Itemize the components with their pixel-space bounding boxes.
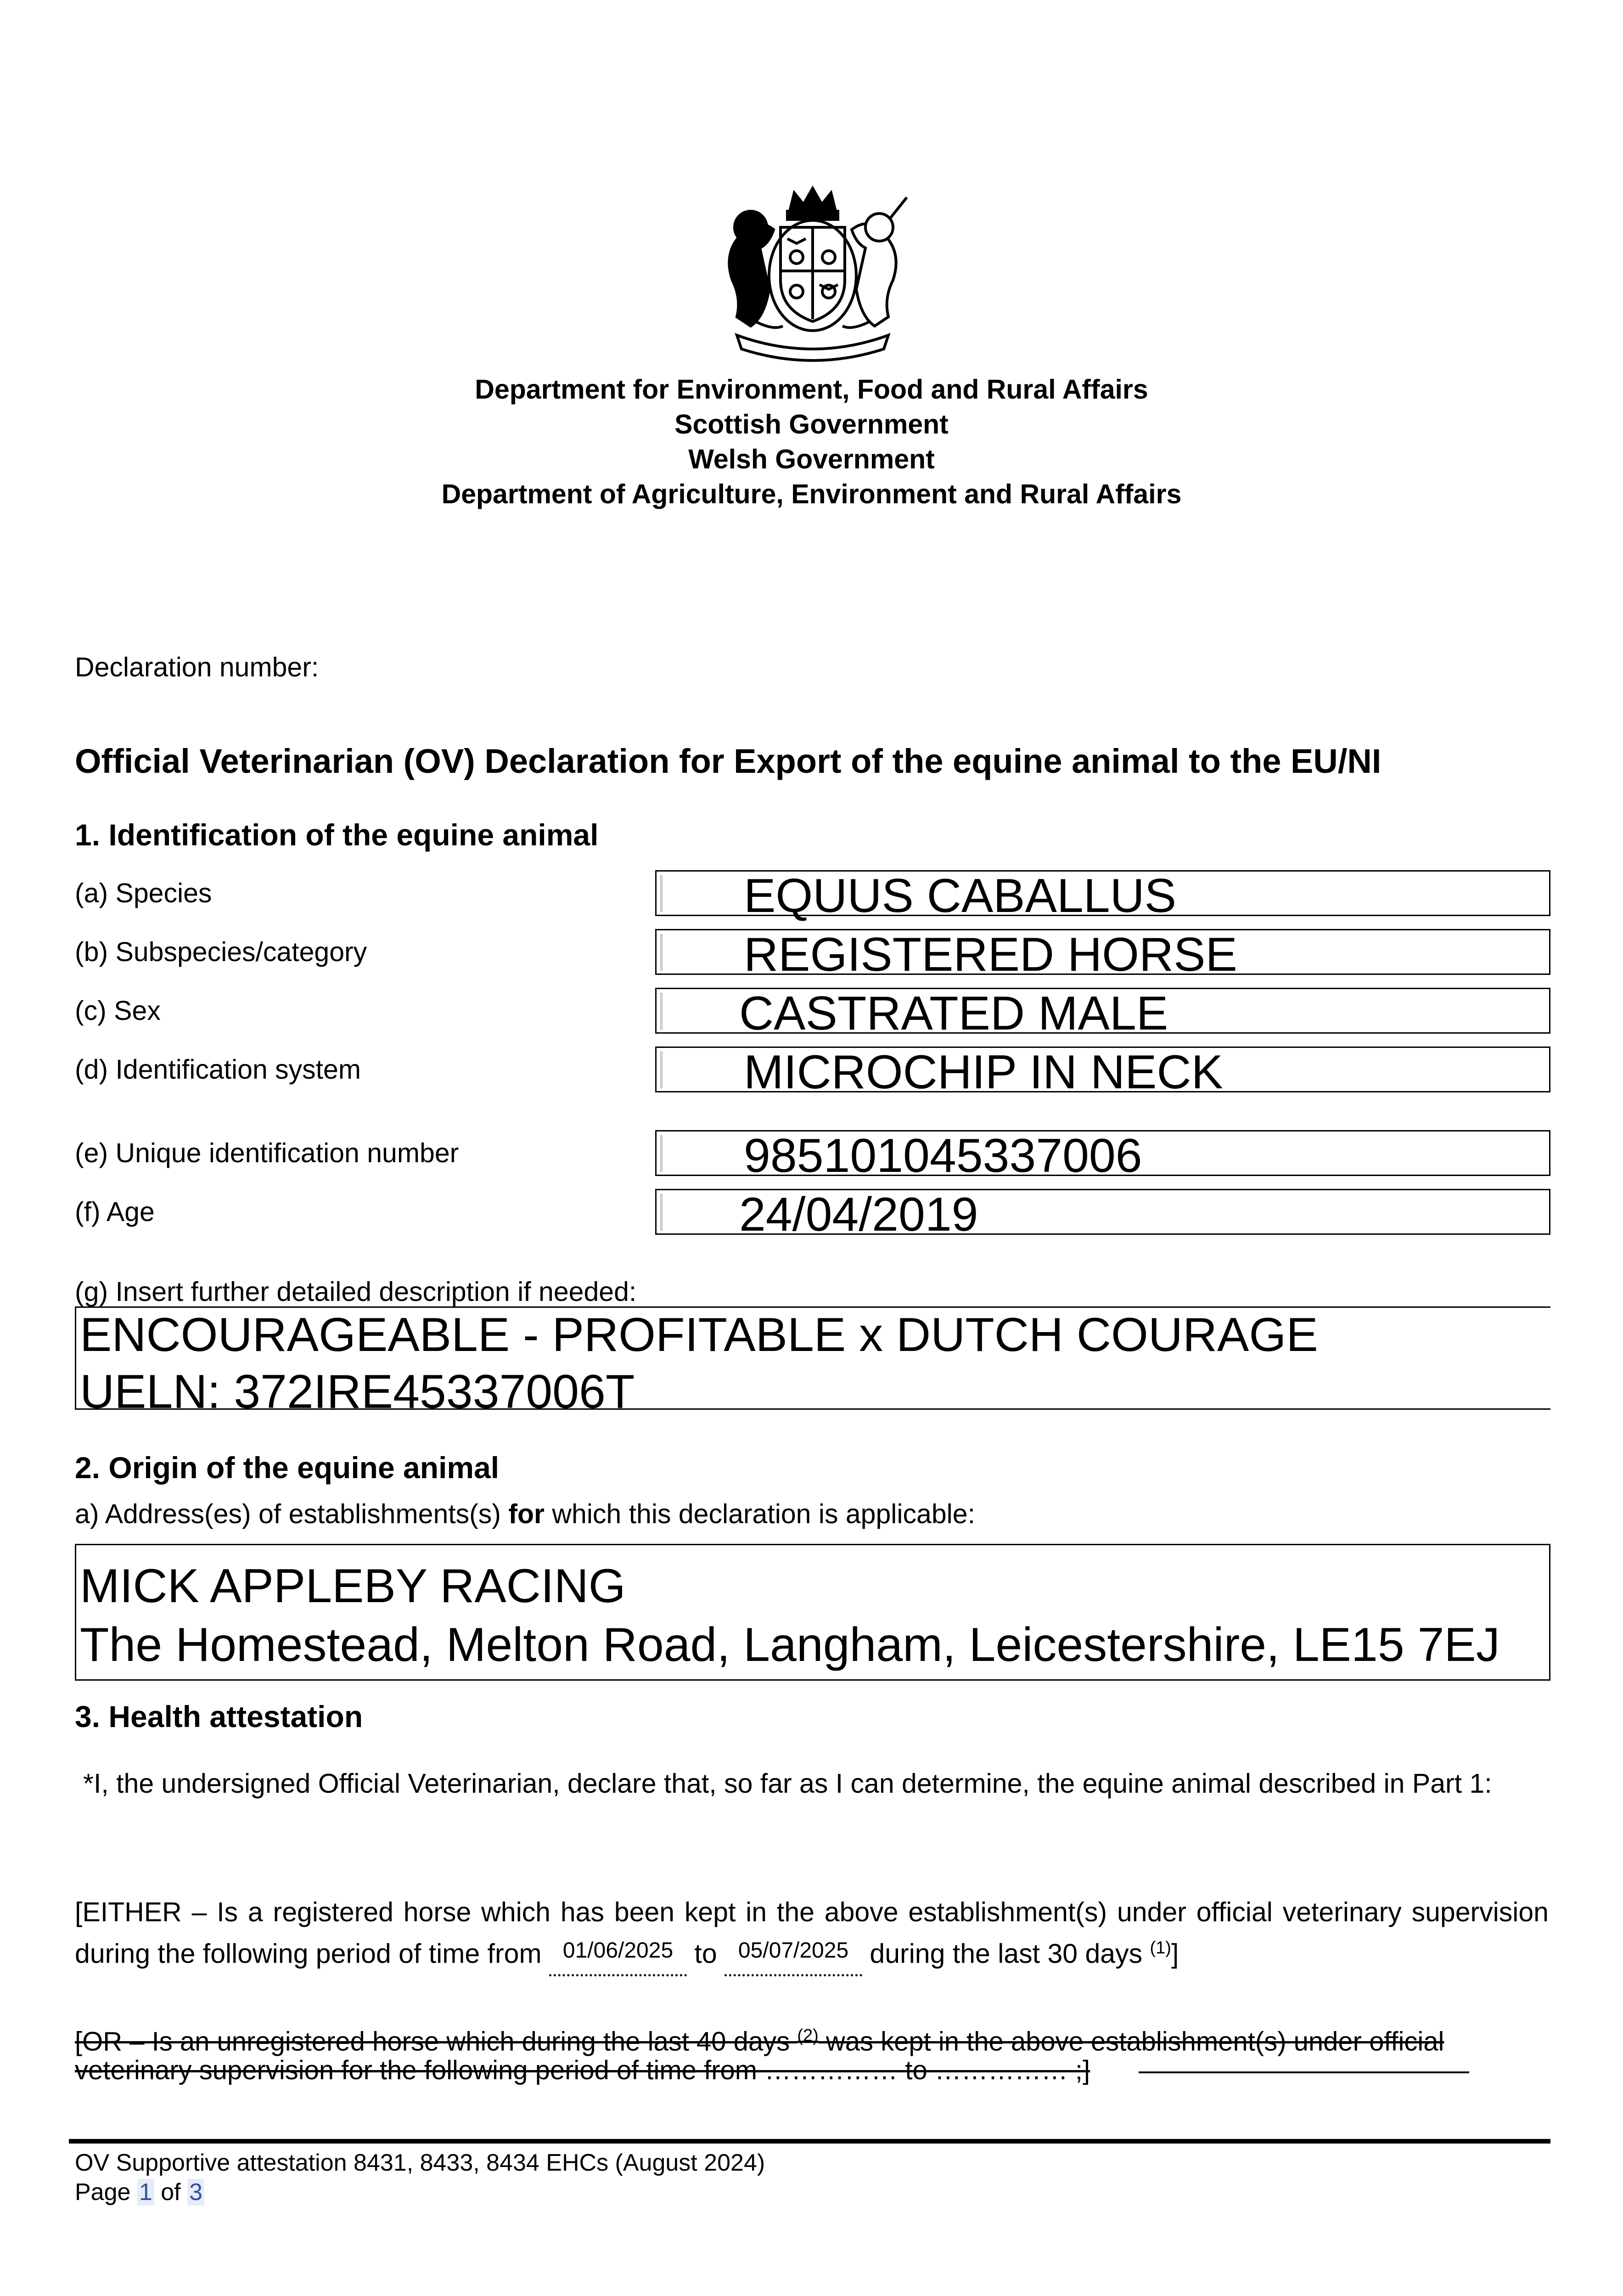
or-clause-line-1: [OR – Is an unregistered horse which during the last 40 days $^{(2)}$ was kept in the above establishment(s) under official: [75, 2026, 1444, 2057]
identification-system-label: (d) Identification system: [75, 1054, 361, 1085]
identification-system-value: MICROCHIP IN NECK: [744, 1046, 1223, 1099]
unique-id-value: 985101045337006: [744, 1129, 1142, 1182]
further-description-line-1: ENCOURAGEABLE - PROFITABLE x DUTCH COURAGE: [80, 1308, 1318, 1362]
either-to-date[interactable]: 05/07/2025: [724, 1936, 862, 1976]
dept-defra: Department for Environment, Food and Rural Affairs: [475, 374, 1148, 405]
unique-id-label: (e) Unique identification number: [75, 1138, 459, 1168]
footer-doc-reference: OV Supportive attestation 8431, 8433, 8434 EHCs (August 2024): [75, 2150, 765, 2176]
section3-heading: 3. Health attestation: [75, 1699, 363, 1733]
section1-heading: 1. Identification of the equine animal: [75, 818, 599, 852]
sex-value: CASTRATED MALE: [739, 987, 1168, 1040]
strike-extension-line: [1139, 2071, 1469, 2073]
age-label: (f) Age: [75, 1197, 155, 1227]
further-description-line-2: UELN: 372IRE45337006T: [80, 1365, 635, 1418]
address-line-2: The Homestead, Melton Road, Langham, Leicestershire, LE15 7EJ: [80, 1618, 1500, 1671]
subspecies-field[interactable]: [655, 928, 1550, 981]
further-description-label: (g) Insert further detailed description if needed:: [75, 1277, 637, 1307]
or-clause-line-2: veterinary supervision for the following period of time from …………… to …………… ;]: [75, 2055, 1090, 2085]
address-line-1: MICK APPLEBY RACING: [80, 1559, 626, 1613]
either-from-date[interactable]: 01/06/2025: [549, 1936, 687, 1976]
either-clause: [EITHER – Is a registered horse which has been kept in the above establishment(s) under official veterinary supervision during the following period of time from $^{01/06/2025}$ to $^{05/07/2025}$ during the last 30 days $^{(1)}$]: [75, 1894, 1549, 1976]
royal-coat-of-arms-logo: [700, 184, 925, 363]
identification-system-field[interactable]: [655, 1046, 1550, 1099]
sex-field[interactable]: [655, 987, 1550, 1040]
document-title: Official Veterinarian (OV) Declaration for Export of the equine animal to the EU/NI: [75, 742, 1382, 780]
footer-page-number: Page 1 of 3: [75, 2178, 204, 2207]
dept-welsh-government: Welsh Government: [688, 444, 935, 474]
address-label: a) Address(es) of establishments(s) for which this declaration is applicable:: [75, 1499, 975, 1529]
age-field[interactable]: [655, 1188, 1550, 1241]
species-value: EQUUS CABALLUS: [744, 869, 1177, 923]
health-intro: *I, the undersigned Official Veterinarian, declare that, so far as I can determine, the equine animal described in Part 1:: [83, 1768, 1492, 1799]
footer-rule: [69, 2139, 1550, 2144]
declaration-number-label: Declaration number:: [75, 652, 319, 682]
address-field[interactable]: [75, 1544, 1550, 1681]
further-description-field[interactable]: [75, 1306, 1550, 1418]
age-value: 24/04/2019: [739, 1188, 978, 1241]
section2-heading: 2. Origin of the equine animal: [75, 1451, 500, 1485]
unique-id-field[interactable]: [655, 1129, 1550, 1182]
subspecies-label: (b) Subspecies/category: [75, 937, 367, 967]
species-field[interactable]: [655, 869, 1550, 923]
sex-label: (c) Sex: [75, 996, 161, 1026]
dept-daera: Department of Agriculture, Environment and Rural Affairs: [441, 479, 1182, 509]
dept-scottish-government: Scottish Government: [674, 409, 949, 439]
species-label: (a) Species: [75, 878, 212, 908]
subspecies-value: REGISTERED HORSE: [744, 928, 1237, 981]
